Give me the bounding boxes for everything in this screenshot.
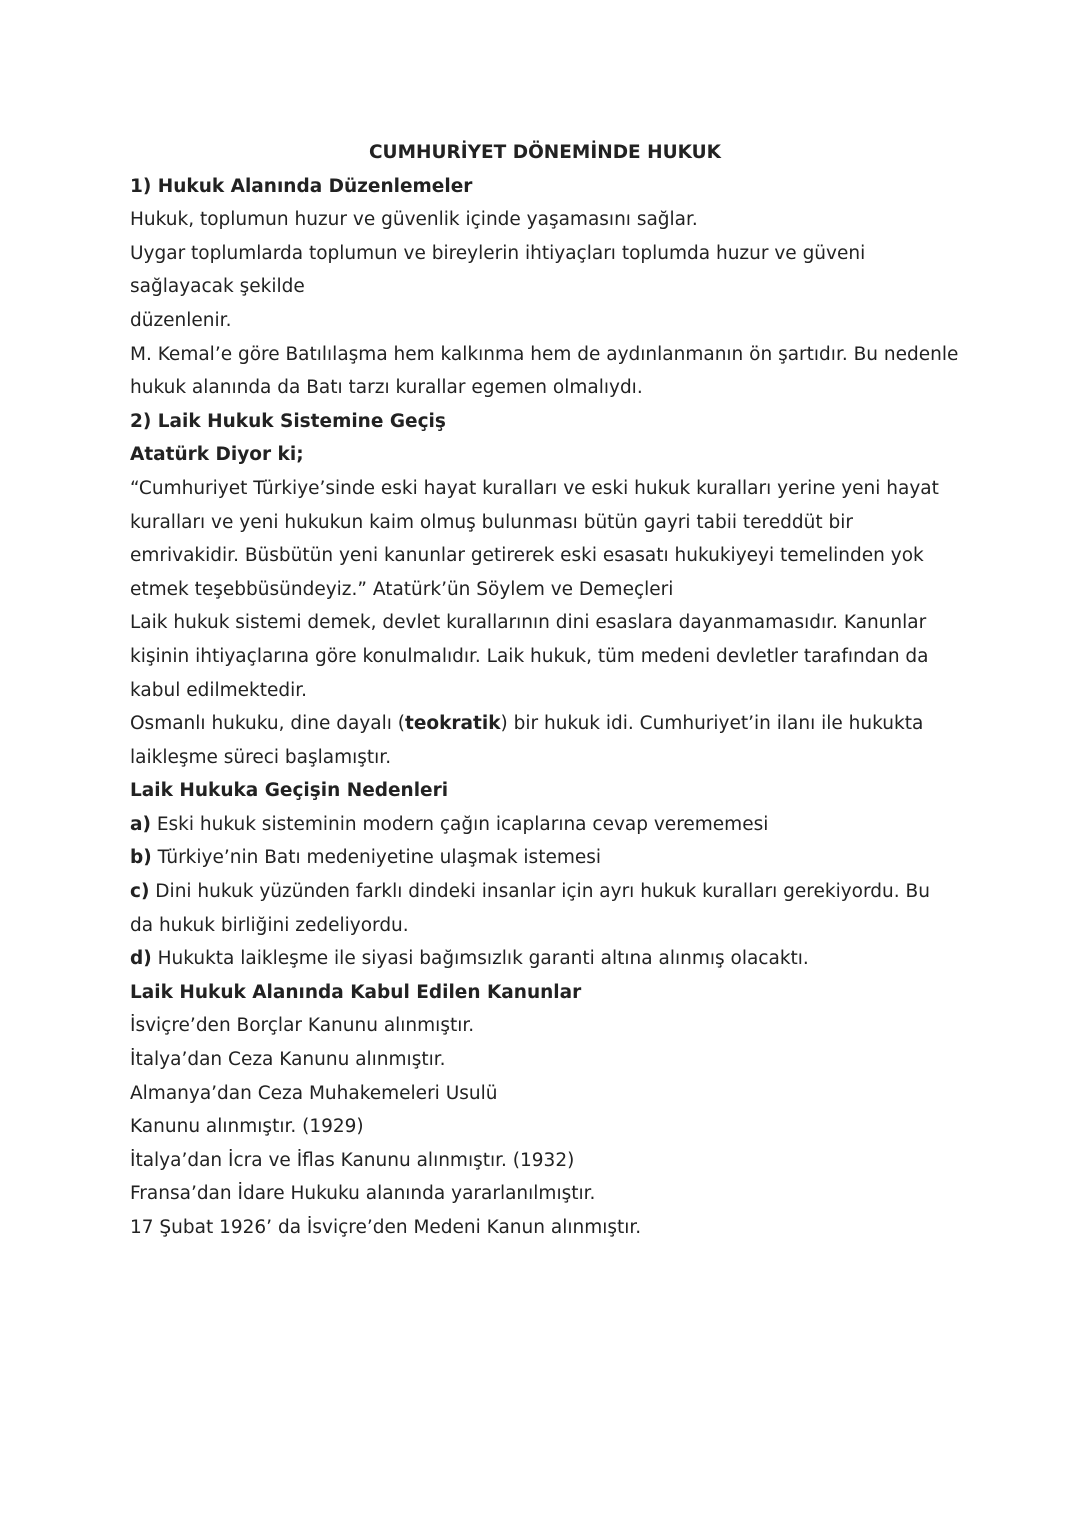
- quote-line: “Cumhuriyet Türkiye’sinde eski hayat kuralları ve eski hukuk kuralları yerine yeni hayat: [130, 477, 939, 499]
- laws-heading: Laik Hukuk Alanında Kabul Edilen Kanunlar: [130, 981, 582, 1003]
- reason-text: Eski hukuk sisteminin modern çağın icaplarına cevap verememesi: [150, 813, 769, 835]
- list-marker: d): [130, 948, 152, 970]
- law-line: İsviçre’den Borçlar Kanunu alınmıştır.: [130, 1015, 475, 1037]
- paragraph-line: Laik hukuk sistemi demek, devlet kurallarının dini esaslara dayanmamasıdır. Kanunlar: [130, 612, 927, 634]
- ottoman-paragraph-line: [130, 707, 980, 741]
- paragraph-line: sağlayacak şekilde: [130, 276, 305, 298]
- reason-item-c: [130, 875, 980, 909]
- paragraph-line: kabul edilmektedir.: [130, 679, 308, 701]
- paragraph-line: hukuk alanında da Batı tarzı kurallar egemen olmalıydı.: [130, 377, 643, 399]
- law-line: Almanya’dan Ceza Muhakemeleri Usulü: [130, 1082, 498, 1104]
- reason-text: Hukukta laikleşme ile siyasi bağımsızlık garanti altına alınmış olacaktı.: [151, 948, 809, 970]
- paragraph-line: kişinin ihtiyaçlarına göre konulmalıdır. Laik hukuk, tüm medeni devletler tarafından da: [130, 645, 929, 667]
- reason-item-a: [130, 808, 980, 842]
- reason-item-d: [130, 942, 980, 976]
- list-marker: c): [130, 881, 150, 903]
- list-marker: b): [130, 847, 152, 869]
- reason-item-b: [130, 841, 980, 875]
- law-line: Kanunu alınmıştır. (1929): [130, 1116, 364, 1138]
- quote-line: emrivakidir. Büsbütün yeni kanunlar getirerek eski esasatı hukukiyeyi temelinden yok: [130, 545, 924, 567]
- reason-item-c-continued: da hukuk birliğini zedeliyordu.: [130, 914, 409, 936]
- reason-text: Dini hukuk yüzünden farklı dindeki insanlar için ayrı hukuk kuralları gerekiyordu. Bu: [149, 881, 930, 903]
- quote-heading: Atatürk Diyor ki;: [130, 444, 304, 466]
- law-line: İtalya’dan Ceza Kanunu alınmıştır.: [130, 1049, 446, 1071]
- ottoman-text-before: Osmanlı hukuku, dine dayalı (: [130, 713, 406, 735]
- teokratik-term: teokratik: [405, 713, 501, 735]
- quote-line: kuralları ve yeni hukukun kaim olmuş bulunması bütün gayri tabii tereddüt bir: [130, 511, 853, 533]
- section-1-heading: 1) Hukuk Alanında Düzenlemeler: [130, 175, 473, 197]
- reasons-heading: Laik Hukuka Geçişin Nedenleri: [130, 780, 449, 802]
- list-marker: a): [130, 813, 151, 835]
- reason-text: Türkiye’nin Batı medeniyetine ulaşmak istemesi: [151, 847, 602, 869]
- quote-line: etmek teşebbüsündeyiz.” Atatürk’ün Söylem ve Demeçleri: [130, 578, 674, 600]
- document-body: [130, 136, 980, 1245]
- law-line: 17 Şubat 1926’ da İsviçre’den Medeni Kanun alınmıştır.: [130, 1217, 642, 1238]
- paragraph-line: düzenlenir.: [130, 309, 232, 331]
- page-title: CUMHURİYET DÖNEMİNDE HUKUK: [368, 142, 722, 163]
- law-line: Fransa’dan İdare Hukuku alanında yararlanılmıştır.: [130, 1183, 596, 1205]
- paragraph-line: Hukuk, toplumun huzur ve güvenlik içinde yaşamasını sağlar.: [130, 209, 698, 231]
- law-line: İtalya’dan İcra ve İflas Kanunu alınmıştır. (1932): [130, 1149, 575, 1171]
- ottoman-text-after: ) bir hukuk idi. Cumhuriyet’in ilanı ile hukukta: [500, 713, 924, 735]
- paragraph-line: M. Kemal’e göre Batılılaşma hem kalkınma hem de aydınlanmanın ön şartıdır. Bu nedenle: [130, 343, 959, 365]
- paragraph-line: laikleşme süreci başlamıştır.: [130, 746, 392, 768]
- section-2-heading: 2) Laik Hukuk Sistemine Geçiş: [130, 410, 446, 432]
- paragraph-line: Uygar toplumlarda toplumun ve bireylerin ihtiyaçları toplumda huzur ve güveni: [130, 242, 866, 264]
